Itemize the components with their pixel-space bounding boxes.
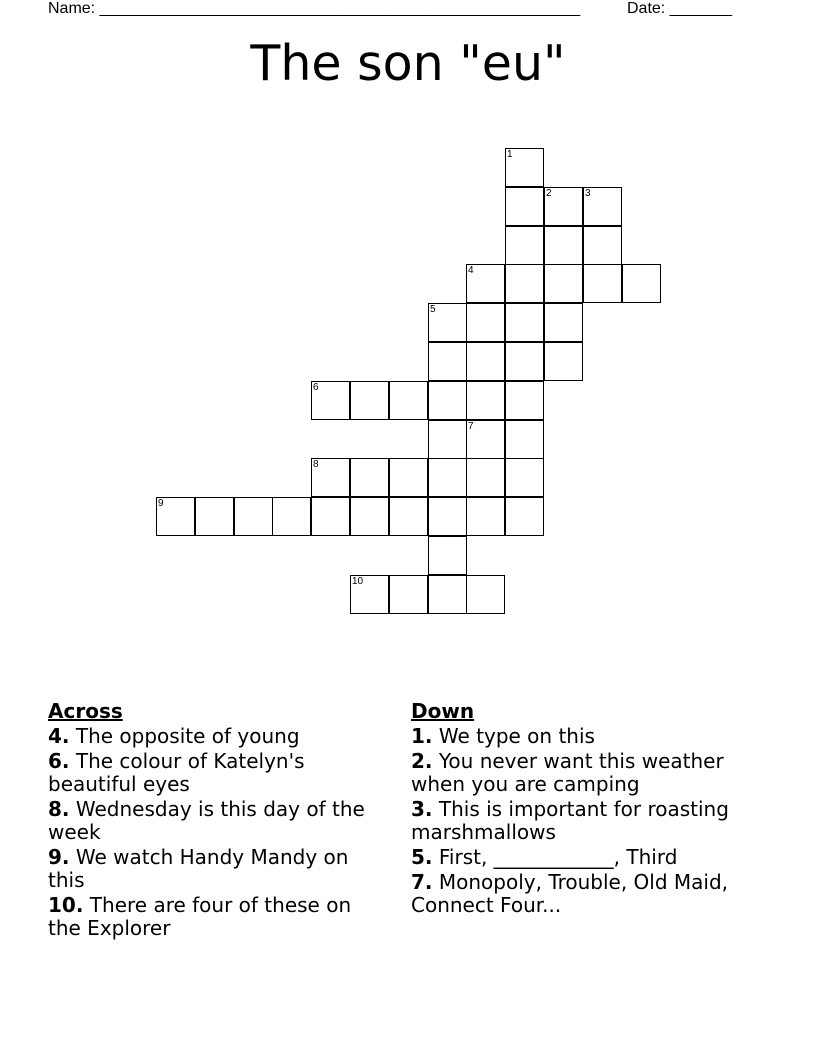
grid-cell[interactable]: [389, 458, 428, 497]
across-clue: [48, 798, 388, 844]
date-field: Date: _______: [627, 0, 732, 17]
down-clue: [411, 750, 761, 796]
down-clue: [411, 725, 761, 748]
down-clue: [411, 871, 761, 917]
grid-cell[interactable]: [505, 303, 544, 342]
clue-number: 8.: [48, 797, 70, 821]
clue-text: There are four of these on the Explorer: [48, 893, 352, 940]
grid-cell[interactable]: [622, 264, 661, 303]
page-title: The son "eu": [250, 35, 566, 92]
grid-cell[interactable]: [505, 264, 544, 303]
across-clue: [48, 894, 388, 940]
cell-number: 2: [546, 188, 552, 199]
grid-cell[interactable]: [583, 187, 622, 226]
grid-cell[interactable]: [350, 458, 389, 497]
grid-cell[interactable]: [466, 497, 505, 536]
clue-number: 9.: [48, 845, 70, 869]
clue-number: 6.: [48, 749, 70, 773]
grid-cell[interactable]: [583, 264, 622, 303]
cell-number: 3: [585, 188, 591, 199]
clue-number: 1.: [411, 724, 433, 748]
cell-number: 5: [430, 304, 436, 315]
cell-number: 9: [158, 498, 164, 509]
grid-cell[interactable]: [350, 575, 389, 614]
grid-cell[interactable]: [350, 381, 389, 420]
grid-cell[interactable]: [505, 497, 544, 536]
grid-cell[interactable]: [428, 381, 467, 420]
grid-cell[interactable]: [505, 420, 544, 459]
cell-number: 1: [507, 149, 513, 160]
grid-cell[interactable]: [311, 381, 350, 420]
name-field: Name: ______________________________________________________: [48, 0, 581, 17]
cell-number: 4: [468, 265, 474, 276]
down-clue: [411, 846, 761, 869]
clue-text: The opposite of young: [69, 724, 300, 748]
grid-cell[interactable]: [428, 458, 467, 497]
clue-text: Wednesday is this day of the week: [48, 797, 365, 844]
clue-text: We watch Handy Mandy on this: [48, 845, 349, 892]
cell-number: 7: [468, 421, 474, 432]
grid-cell[interactable]: [389, 381, 428, 420]
grid-cell[interactable]: [272, 497, 311, 536]
grid-cell[interactable]: [466, 342, 505, 381]
grid-cell[interactable]: [428, 303, 467, 342]
cell-number: 6: [313, 382, 319, 393]
clue-text: Monopoly, Trouble, Old Maid, Connect Four...: [411, 870, 729, 917]
grid-cell[interactable]: [466, 264, 505, 303]
across-clues: [48, 700, 388, 942]
grid-cell[interactable]: [428, 575, 467, 614]
grid-cell[interactable]: [544, 264, 583, 303]
grid-cell[interactable]: [389, 497, 428, 536]
down-clue: [411, 798, 761, 844]
grid-cell[interactable]: [428, 420, 467, 459]
down-heading: Down: [411, 699, 475, 723]
grid-cell[interactable]: [466, 381, 505, 420]
down-clues: [411, 700, 761, 919]
clue-number: 10.: [48, 893, 84, 917]
across-clue: [48, 725, 388, 748]
grid-cell[interactable]: [156, 497, 195, 536]
across-clue-list: [48, 725, 388, 940]
clue-text: This is important for roasting marshmallows: [411, 797, 729, 844]
grid-cell[interactable]: [505, 342, 544, 381]
grid-cell[interactable]: [311, 497, 350, 536]
grid-cell[interactable]: [428, 536, 467, 575]
cell-number: 8: [313, 459, 319, 470]
grid-cell[interactable]: [505, 458, 544, 497]
clue-number: 3.: [411, 797, 433, 821]
grid-cell[interactable]: [428, 342, 467, 381]
clue-text: We type on this: [432, 724, 595, 748]
clue-number: 2.: [411, 749, 433, 773]
clue-text: You never want this weather when you are camping: [411, 749, 724, 796]
clue-number: 5.: [411, 845, 433, 869]
grid-cell[interactable]: [505, 226, 544, 265]
clue-number: 4.: [48, 724, 70, 748]
across-clue: [48, 846, 388, 892]
grid-cell[interactable]: [466, 575, 505, 614]
across-clue: [48, 750, 388, 796]
clue-number: 7.: [411, 870, 433, 894]
down-clue-list: [411, 725, 761, 917]
clue-text: First, ____________, Third: [432, 845, 678, 869]
clue-text: The colour of Katelyn's beautiful eyes: [48, 749, 305, 796]
grid-cell[interactable]: [234, 497, 273, 536]
grid-cell[interactable]: [311, 458, 350, 497]
grid-cell[interactable]: [195, 497, 234, 536]
grid-cell[interactable]: [505, 187, 544, 226]
grid-cell[interactable]: [505, 381, 544, 420]
grid-cell[interactable]: [505, 148, 544, 187]
grid-cell[interactable]: [544, 226, 583, 265]
grid-cell[interactable]: [428, 497, 467, 536]
grid-cell[interactable]: [466, 458, 505, 497]
cell-number: 10: [352, 576, 364, 587]
across-heading: Across: [48, 699, 123, 723]
grid-cell[interactable]: [466, 420, 505, 459]
grid-cell[interactable]: [583, 226, 622, 265]
grid-cell[interactable]: [389, 575, 428, 614]
grid-cell[interactable]: [350, 497, 389, 536]
grid-cell[interactable]: [544, 303, 583, 342]
grid-cell[interactable]: [544, 342, 583, 381]
grid-cell[interactable]: [544, 187, 583, 226]
grid-cell[interactable]: [466, 303, 505, 342]
